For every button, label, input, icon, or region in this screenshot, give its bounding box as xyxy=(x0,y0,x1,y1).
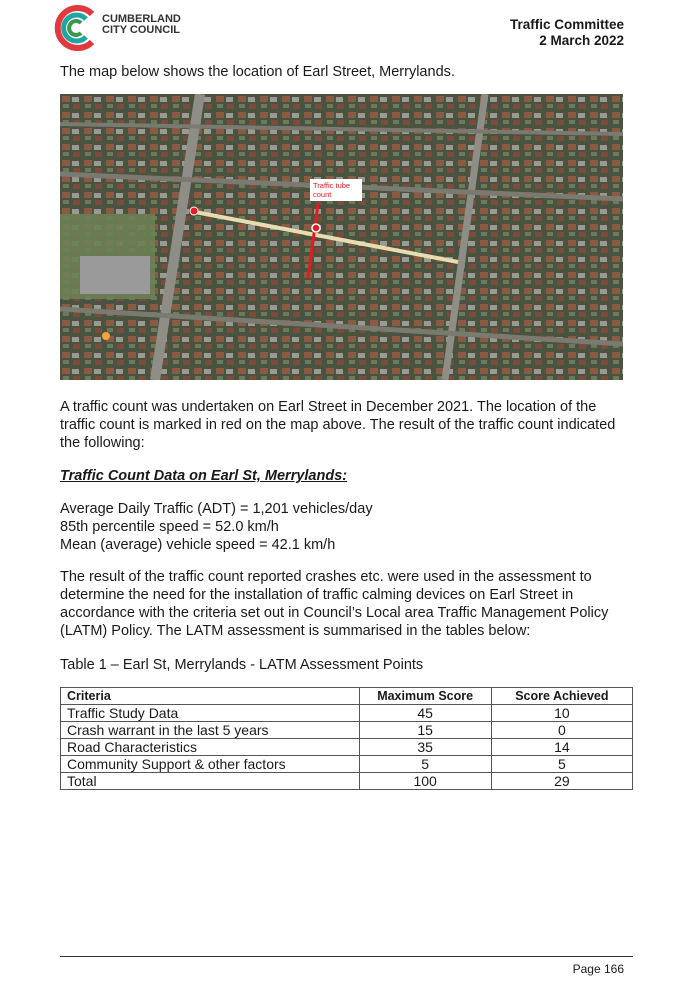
header-max-score: Maximum Score xyxy=(359,688,491,705)
criteria-cell: Community Support & other factors xyxy=(61,756,360,773)
table-header-row xyxy=(61,688,633,705)
score-achieved-cell: 5 xyxy=(491,756,632,773)
table-total-row xyxy=(61,773,633,790)
criteria-cell: Total xyxy=(61,773,360,790)
latm-table xyxy=(60,687,633,790)
table-row xyxy=(61,705,633,722)
max-score-cell: 5 xyxy=(359,756,491,773)
footer-divider xyxy=(60,956,633,957)
stat-adt: Average Daily Traffic (ADT) = 1,201 vehicles/day xyxy=(60,501,373,517)
score-achieved-cell: 10 xyxy=(491,705,632,722)
logo-text-line1: CUMBERLAND xyxy=(102,13,181,25)
header-criteria: Criteria xyxy=(61,688,360,705)
paragraph-assessment: The result of the traffic count reported crashes etc. were used in the assessment to determine the need for the installation of traffic calming devices on Earl Street in accordance with the criteria set out in Council’s Local area Traffic Management Policy (LATM) Policy. The LATM assessment is summarised in the tables below: xyxy=(60,569,609,639)
map-label-line1: Traffic tube xyxy=(313,181,351,190)
traffic-stats xyxy=(60,500,630,554)
header-info xyxy=(510,17,624,49)
committee-name: Traffic Committee xyxy=(509,17,624,32)
score-achieved-cell: 0 xyxy=(491,722,632,739)
max-score-cell: 15 xyxy=(359,722,491,739)
max-score-cell: 45 xyxy=(359,705,491,722)
table-row xyxy=(61,756,633,773)
max-score-cell: 35 xyxy=(359,739,491,756)
map-image xyxy=(60,94,623,380)
stat-mean: Mean (average) vehicle speed = 42.1 km/h xyxy=(60,537,336,553)
aerial-map xyxy=(60,94,623,380)
score-achieved-cell: 14 xyxy=(491,739,632,756)
table-row xyxy=(61,722,633,739)
meeting-date: 2 March 2022 xyxy=(539,33,624,48)
table-row xyxy=(61,739,633,756)
intro-text: The map below shows the location of Earl Street, Merrylands. xyxy=(60,64,455,80)
criteria-cell: Traffic Study Data xyxy=(61,705,360,722)
stat-85th: 85th percentile speed = 52.0 km/h xyxy=(60,519,279,535)
max-score-cell: 100 xyxy=(359,773,491,790)
page-number: Page 166 xyxy=(572,962,624,976)
score-achieved-cell: 29 xyxy=(491,773,632,790)
map-label-line2: count xyxy=(313,190,332,199)
table-title: Table 1 – Earl St, Merrylands - LATM Assessment Points xyxy=(60,657,424,673)
header-score-achieved: Score Achieved xyxy=(491,688,632,705)
logo-text-line2: CITY COUNCIL xyxy=(102,24,181,36)
criteria-cell: Crash warrant in the last 5 years xyxy=(61,722,360,739)
council-logo-icon xyxy=(52,4,100,52)
council-logo xyxy=(52,4,192,52)
criteria-cell: Road Characteristics xyxy=(61,739,360,756)
section-heading: Traffic Count Data on Earl St, Merrylands: xyxy=(60,468,348,484)
paragraph-traffic-count: A traffic count was undertaken on Earl Street in December 2021. The location of the traffic count is marked in red on the map above. The result of the traffic count indicated the following: xyxy=(60,399,616,451)
